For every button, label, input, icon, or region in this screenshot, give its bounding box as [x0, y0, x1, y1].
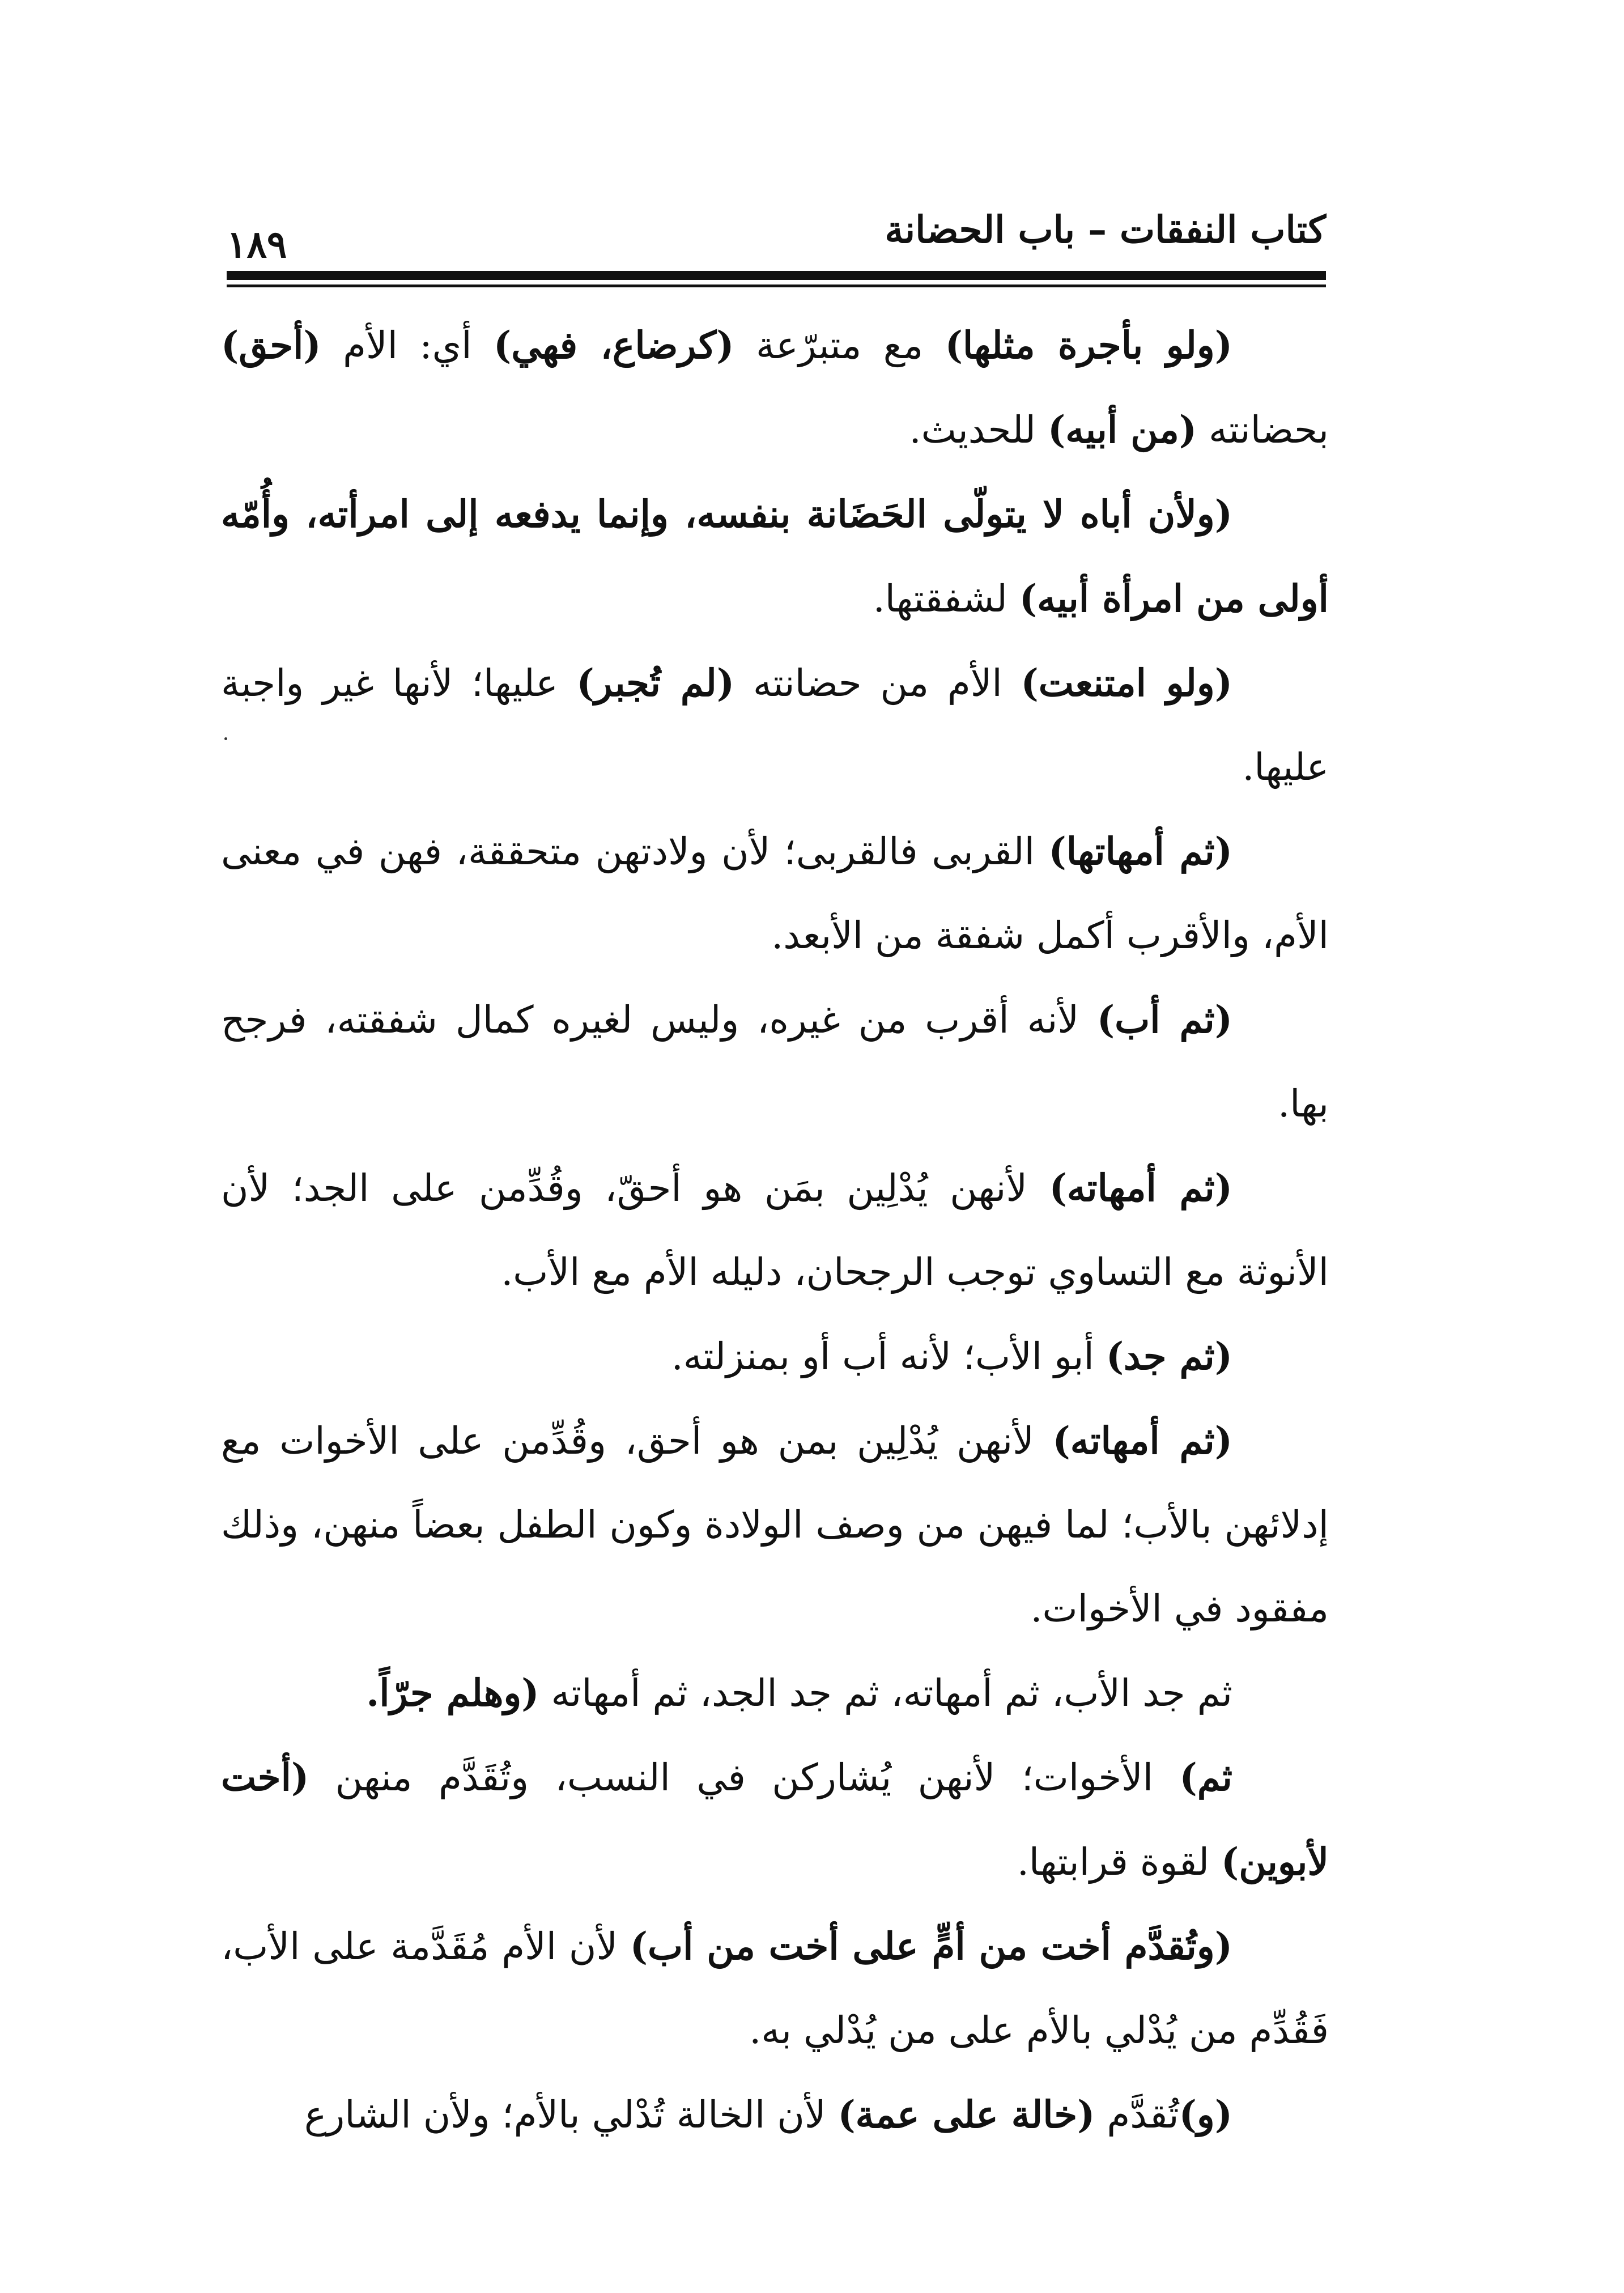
paragraph	[221, 1399, 1329, 1651]
text-run: لقوة قرابتها.	[1017, 1840, 1222, 1884]
paragraph	[221, 978, 1329, 1146]
running-title: كتاب النفقات – باب الحضانة	[885, 207, 1326, 252]
bold-text-run: (و)	[1179, 2092, 1232, 2137]
bold-text-run: (ولأن أباه لا يتولّى الحَضَانة بنفسه، وإنما يدفعه إلى امرأته، وأُمّه أولى من امرأة أبيه)	[221, 492, 1329, 621]
bold-text-run: (ثم جد)	[1106, 1334, 1232, 1378]
paragraph	[221, 1146, 1329, 1314]
bold-text-run: (ثم أب)	[1096, 997, 1232, 1042]
bold-text-run: (ثم أمهاتها)	[1048, 829, 1232, 873]
text-run: ثم جد الأب، ثم أمهاته، ثم جد الجد، ثم أمهاته	[539, 1671, 1232, 1715]
paragraph	[221, 641, 1329, 809]
bold-text-run: ثم)	[1179, 1755, 1232, 1799]
body-text	[221, 303, 1329, 2157]
paragraph	[221, 2073, 1329, 2157]
paragraph	[221, 303, 1329, 472]
bold-text-run: (كرضاع، فهي)	[494, 323, 734, 367]
text-run: عليها؛ لأنها غير واجبة عليها.	[221, 661, 1329, 789]
text-run: مع متبرّعة	[734, 324, 945, 367]
text-run: للحديث.	[909, 408, 1048, 452]
bold-text-run: (ولو امتنعت)	[1021, 661, 1233, 705]
text-run: الأم من حضانته	[734, 661, 1021, 705]
bold-text-run: (وهلم جرّاً.	[366, 1671, 539, 1715]
text-run: لأن الأم مُقَدَّمة على الأب، فَقُدِّم من يُدْلي بالأم على من يُدْلي به.	[221, 1925, 1329, 2052]
paragraph	[221, 1651, 1329, 1735]
text-run: لأنهن يُدْلِين بمَن هو أحقّ، وقُدِّمن على الجد؛ لأن الأنوثة مع التساوي توجب الرجحان، دليله الأم مع الأب.	[221, 1166, 1329, 1294]
text-run: لأنهن يُدْلِين بمن هو أحق، وقُدِّمن على الأخوات مع إدلائهن بالأب؛ لما فيهن من وصف الولادة وكون الطفل بعضاً منهن، وذلك مفقود في الأخوات.	[221, 1419, 1329, 1630]
paragraph	[221, 1904, 1329, 2073]
bold-text-run: (ثم أمهاته)	[1049, 1166, 1232, 1210]
paragraph	[221, 809, 1329, 978]
text-run: بحضانته	[1197, 408, 1329, 452]
header-rule-thin	[227, 284, 1326, 287]
text-run: أبو الأب؛ لأنه أب أو بمنزلته.	[671, 1335, 1106, 1378]
bold-text-run: (أخت لأبوين)	[221, 1755, 1329, 1884]
bold-text-run: (لم تُجبر)	[576, 661, 735, 705]
text-run: لأن الخالة تُدْلي بالأم؛ ولأن الشارع	[304, 2093, 838, 2137]
text-run: أي: الأم	[321, 324, 494, 367]
page-header	[227, 204, 1326, 266]
page-number: ١٨٩	[227, 222, 287, 266]
paragraph	[221, 1735, 1329, 1904]
text-run: القربى فالقربى؛ لأن ولادتهن متحققة، فهن في معنى الأم، والأقرب أكمل شفقة من الأبعد.	[221, 830, 1329, 957]
header-rule-thick	[227, 271, 1326, 280]
paragraph	[221, 472, 1329, 641]
text-run: تُقدَّم	[1095, 2093, 1179, 2137]
bold-text-run: (ولو بأجرة مثلها)	[945, 323, 1232, 367]
bold-text-run: (من أبيه)	[1047, 407, 1197, 452]
paragraph	[221, 1314, 1329, 1399]
text-run: الأخوات؛ لأنهن يُشاركن في النسب، وتُقَدَّم منهن	[309, 1756, 1180, 1799]
bold-text-run: (أحق)	[221, 323, 321, 367]
bold-text-run: (وتُقدَّم أخت من أمٍّ على أخت من أب)	[630, 1924, 1233, 1968]
bold-text-run: (خالة على عمة)	[837, 2092, 1095, 2137]
bold-text-run: (ثم أمهاته)	[1052, 1419, 1232, 1463]
text-run: لأنه أقرب من غيره، وليس لغيره كمال شفقته، فرجح بها.	[221, 998, 1329, 1126]
text-run: لشفقتها.	[873, 577, 1019, 621]
